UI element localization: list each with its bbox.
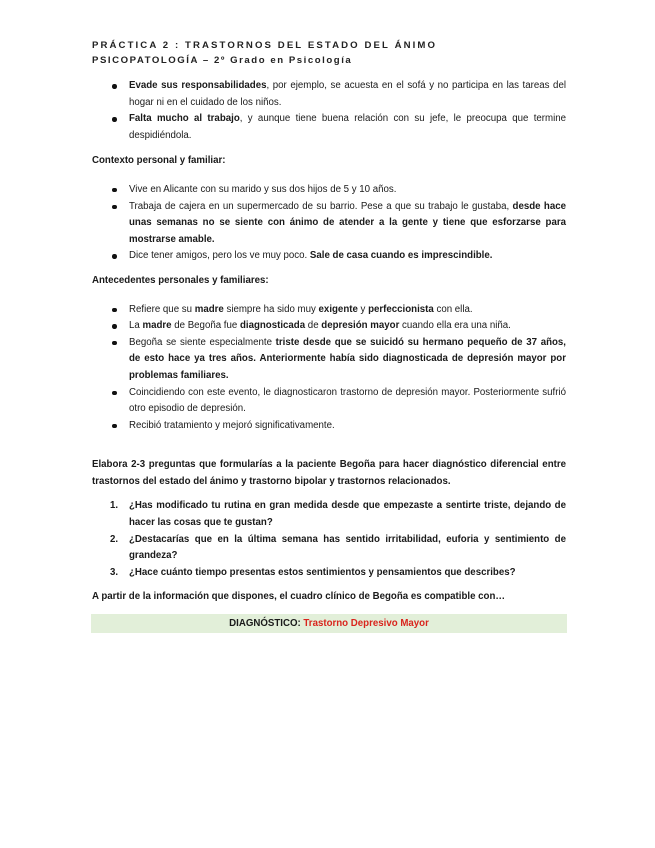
section-heading-contexto: Contexto personal y familiar: [92,155,226,167]
list-item: Dice tener amigos, pero los ve muy poco. Sale de casa cuando es imprescindible. [92,248,566,265]
diagnosis-value: Trastorno Depresivo Mayor [303,618,429,630]
list-item: Trabaja de cajera en un supermercado de su barrio. Pese a que su trabajo le gustaba, desde hace unas semanas no se siente con ánimo de atender a la gente y tiene que esforzarse para mostrarse amable. [92,199,566,249]
list-item: Vive en Alicante con su marido y sus dos hijos de 5 y 10 años. [92,182,566,199]
question-item: 1. ¿Has modificado tu rutina en gran medida desde que empezaste a sentirte triste, dejando de hacer las cosas que te gustan? [110,500,566,529]
list-item: Evade sus responsabilidades, por ejemplo, se acuesta en el sofá y no participa en las tareas del hogar ni en el cuidado de los niños. [92,78,566,111]
task-instructions: Elabora 2-3 preguntas que formularías a la paciente Begoña para hacer diagnóstico diferencial entre trastornos del estado del ánimo y trastorno bipolar y trastornos relacionados. [92,459,566,487]
contexto-list [92,182,566,265]
questions-list [92,498,566,581]
antecedentes-list [92,302,566,435]
list-item: Falta mucho al trabajo, y aunque tiene buena relación con su jefe, le preocupa que termine despidiéndola. [92,111,566,144]
list-item: Refiere que su madre siempre ha sido muy exigente y perfeccionista con ella. [92,302,566,319]
diagnosis-label: DIAGNÓSTICO: [229,618,301,630]
symptom-list [92,78,566,144]
question-item: 2. ¿Destacarías que en la última semana has sentido irritabilidad, euforia y sentimiento de grandeza? [110,533,566,562]
list-item: Recibió tratamiento y mejoró significativamente. [92,418,566,435]
document-body [92,78,566,633]
question-item: 3. ¿Hace cuánto tiempo presentas estos sentimientos y pensamientos que describes? [110,566,516,578]
diagnosis-box [91,614,567,633]
list-item: Coincidiendo con este evento, le diagnosticaron trastorno de depresión mayor. Posteriormente sufrió otro episodio de depresión. [92,385,566,418]
header-subtitle: PSICOPATOLOGÍA – 2º Grado en Psicología [92,55,353,66]
list-item: Begoña se siente especialmente triste desde que se suicidó su hermano pequeño de 37 años, de esto hace ya tres años. Anteriormente había sido diagnosticada de depresión mayor por problemas familiares. [92,335,566,385]
list-item: La madre de Begoña fue diagnosticada de depresión mayor cuando ella era una niña. [92,318,566,335]
diagnosis-prompt: A partir de la información que dispones, el cuadro clínico de Begoña es compatible con… [92,591,506,603]
section-heading-antecedentes: Antecedentes personales y familiares: [92,274,269,286]
header-title: PRÁCTICA 2 : TRASTORNOS DEL ESTADO DEL ÁNIMO [92,40,438,51]
